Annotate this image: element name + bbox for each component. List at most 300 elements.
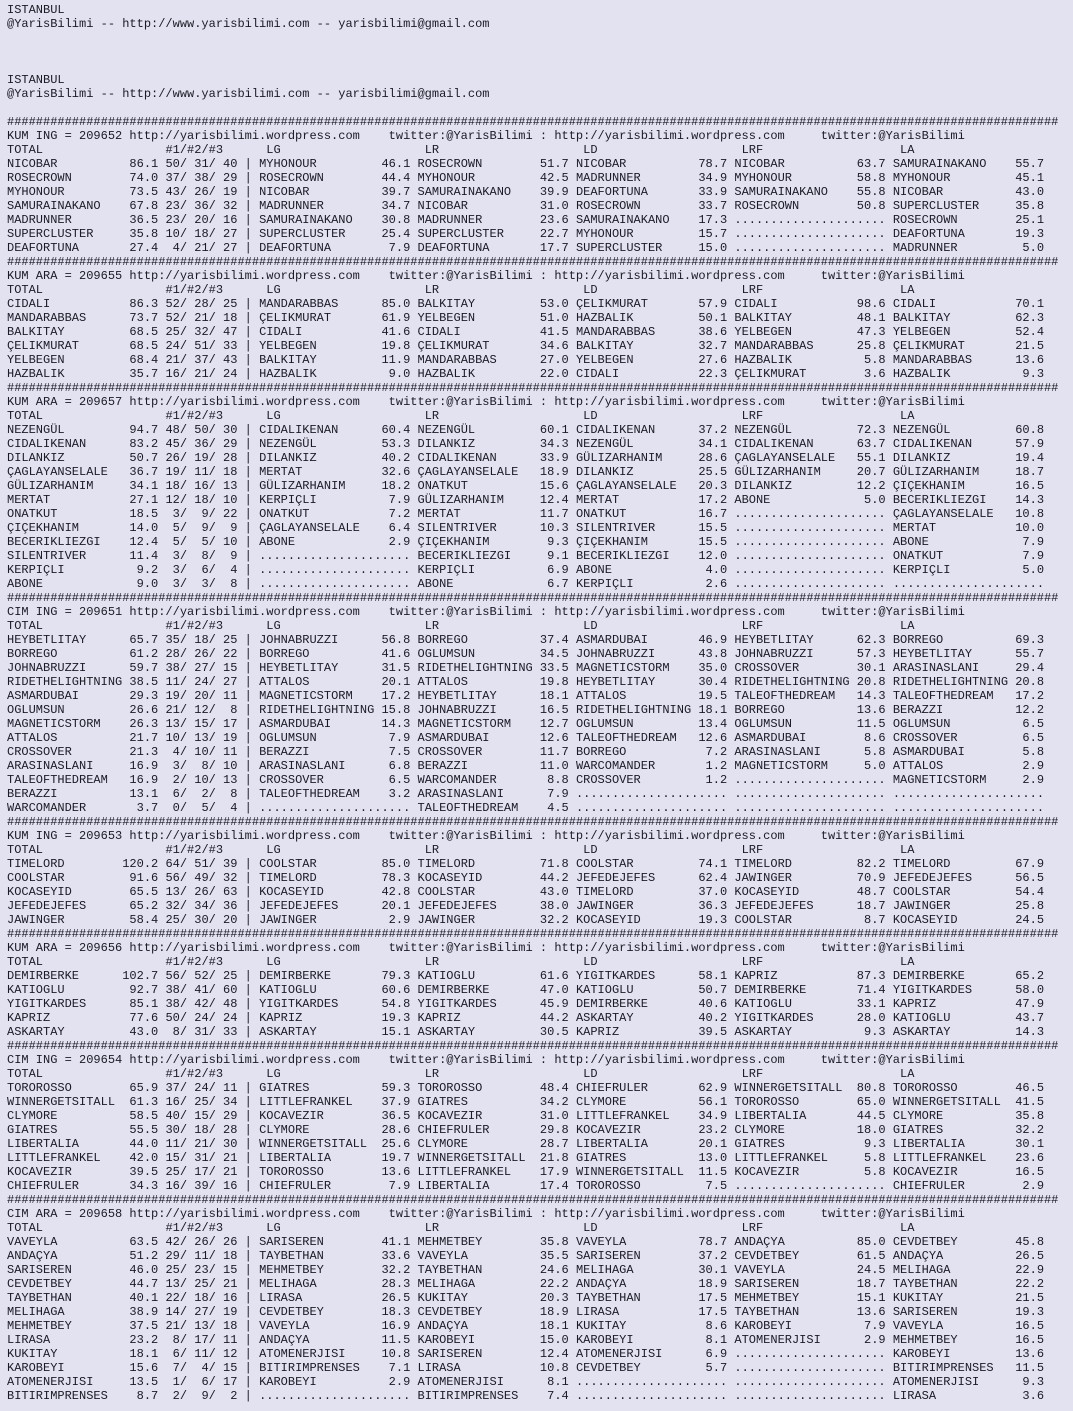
lr-value: 9.1 — [539, 549, 576, 563]
lg-name: VAVEYLA — [259, 1319, 382, 1333]
la-name: YELBEGEN — [892, 325, 1016, 339]
lr-name: TALEOFTHEDREAM — [417, 801, 540, 815]
col-header-lg: LG — [259, 283, 418, 297]
la-name: MYHONOUR — [892, 171, 1016, 185]
la-name: TIMELORD — [892, 857, 1016, 871]
lrf-value: 58.8 — [856, 171, 893, 185]
lg-name: DEAFORTUNA — [259, 241, 382, 255]
horse-name: DEAFORTUNA — [7, 241, 123, 255]
col-header-lg: LG — [259, 843, 418, 857]
ld-value: 11.5 — [698, 1165, 735, 1179]
la-name: SARISEREN — [892, 1305, 1016, 1319]
horse-name: LIRASA — [7, 1333, 123, 1347]
total-value: 26.3 — [122, 717, 159, 731]
lg-name: BERAZZI — [259, 745, 382, 759]
column-divider: | — [237, 633, 260, 647]
lg-value: 2.9 — [381, 1375, 418, 1389]
ld-value: 15.5 — [698, 521, 735, 535]
column-divider: | — [237, 857, 260, 871]
lr-value: 22.0 — [539, 367, 576, 381]
wordpress-url: http://yarisbilimi.wordpress.com — [554, 395, 785, 409]
wordpress-url: http://yarisbilimi.wordpress.com — [554, 941, 785, 955]
section-separator: ################################################################################################################################################## — [7, 1193, 1059, 1207]
ld-value: 15.7 — [698, 227, 735, 241]
lr-name: WINNERGETSITALL — [417, 1151, 540, 1165]
lrf-name: KOCASEYID — [734, 885, 857, 899]
place-counts: 3/ 3/ 8 — [165, 577, 238, 591]
lr-value: 18.1 — [539, 1319, 576, 1333]
ld-name: KAPRIZ — [575, 1025, 699, 1039]
la-name: CHIEFRULER — [892, 1179, 1016, 1193]
lr-name: SILENTRIVER — [417, 521, 540, 535]
lrf-value: 12.2 — [856, 479, 893, 493]
horse-name: VAVEYLA — [7, 1235, 123, 1249]
horse-name: KAROBEYI — [7, 1361, 123, 1375]
horse-name: MADRUNNER — [7, 213, 123, 227]
lg-value: 25.6 — [381, 1137, 418, 1151]
lr-name: HAZBALIK — [417, 367, 540, 381]
ld-name: MERTAT — [575, 493, 699, 507]
horse-name: BERAZZI — [7, 787, 123, 801]
col-header-place: #1/#2/#3 — [165, 1221, 260, 1235]
lrf-value: 9.3 — [856, 1025, 893, 1039]
table-row — [7, 689, 1073, 703]
total-value: 39.5 — [122, 1165, 159, 1179]
table-row — [7, 745, 1073, 759]
lr-value: 43.0 — [539, 885, 576, 899]
lg-name: LIBERTALIA — [259, 1151, 382, 1165]
ld-name: ASMARDUBAI — [575, 633, 699, 647]
lg-value: 34.7 — [381, 199, 418, 213]
col-header-la: LA — [892, 283, 1052, 297]
lr-name: CLYMORE — [417, 1137, 540, 1151]
lg-value: 19.7 — [381, 1151, 418, 1165]
la-name: JAWINGER — [892, 899, 1016, 913]
col-header-lr: LR — [417, 1221, 576, 1235]
la-name: MEHMETBEY — [892, 1333, 1016, 1347]
lr-value: 61.6 — [539, 969, 576, 983]
ld-value: 17.3 — [698, 213, 735, 227]
col-header-ld: LD — [575, 955, 735, 969]
lg-value: 3.2 — [381, 787, 418, 801]
ld-name: JAWINGER — [575, 899, 699, 913]
place-counts: 3/ 8/ 10 — [165, 759, 238, 773]
lrf-value: 15.1 — [856, 1291, 893, 1305]
lrf-value: 18.7 — [856, 899, 893, 913]
ld-name: SILENTRIVER — [575, 521, 699, 535]
lg-value: 7.5 — [381, 745, 418, 759]
lg-value: 42.8 — [381, 885, 418, 899]
horse-name: DEMIRBERKE — [7, 969, 123, 983]
lg-value: 32.6 — [381, 465, 418, 479]
horse-name: KAPRIZ — [7, 1011, 123, 1025]
lg-name: JAWINGER — [259, 913, 382, 927]
lrf-name: KAPRIZ — [734, 969, 857, 983]
lrf-value: 3.6 — [856, 367, 893, 381]
lrf-value: 55.8 — [856, 185, 893, 199]
lrf-name: LIBERTALIA — [734, 1109, 857, 1123]
place-counts: 25/ 17/ 21 — [165, 1165, 238, 1179]
column-divider: | — [237, 1375, 260, 1389]
column-divider: | — [237, 759, 260, 773]
lrf-value: 28.0 — [856, 1011, 893, 1025]
total-value: 3.7 — [122, 801, 159, 815]
lr-name: MERTAT — [417, 507, 540, 521]
la-value: 60.8 — [1015, 423, 1052, 437]
lr-value: 42.5 — [539, 171, 576, 185]
lrf-value: 5.8 — [856, 1151, 893, 1165]
col-header-la: LA — [892, 843, 1052, 857]
la-name: RIDETHELIGHTNING — [892, 675, 1016, 689]
la-name: ROSECROWN — [892, 213, 1016, 227]
la-empty: ..................... — [892, 787, 1052, 801]
ld-value: 17.2 — [698, 493, 735, 507]
place-counts: 16/ 25/ 34 — [165, 1095, 238, 1109]
lrf-empty: ..................... — [734, 521, 893, 535]
column-divider: | — [237, 1263, 260, 1277]
twitter-handle: twitter:@YarisBilimi — [388, 941, 533, 955]
wordpress-url: http://yarisbilimi.wordpress.com — [129, 129, 360, 143]
lr-value: 18.1 — [539, 689, 576, 703]
la-name: CIDALI — [892, 297, 1016, 311]
lg-value: 7.2 — [381, 507, 418, 521]
place-counts: 19/ 11/ 18 — [165, 465, 238, 479]
place-counts: 12/ 18/ 10 — [165, 493, 238, 507]
total-value: 68.4 — [122, 353, 159, 367]
text-span — [360, 1207, 389, 1221]
horse-name: TALEOFTHEDREAM — [7, 773, 123, 787]
la-value: 25.8 — [1015, 899, 1052, 913]
twitter-handle: twitter:@YarisBilimi — [820, 269, 965, 283]
ld-name: ROSECROWN — [575, 199, 699, 213]
lr-value: 30.5 — [539, 1025, 576, 1039]
col-header-lg: LG — [259, 955, 418, 969]
text-span: : — [532, 395, 555, 409]
la-value: 45.1 — [1015, 171, 1052, 185]
lrf-name: ARASINASLANI — [734, 745, 857, 759]
la-name: LIBERTALIA — [892, 1137, 1016, 1151]
horse-name: ATTALOS — [7, 731, 123, 745]
ld-value: 12.6 — [698, 731, 735, 745]
horse-name: LITTLEFRANKEL — [7, 1151, 123, 1165]
lrf-name: GIATRES — [734, 1137, 857, 1151]
la-value: 19.4 — [1015, 451, 1052, 465]
lg-value: 15.8 — [381, 703, 418, 717]
table-row — [7, 801, 1073, 815]
table-row — [7, 507, 1073, 521]
ld-name: BALKITAY — [575, 339, 699, 353]
lrf-value: 65.0 — [856, 1095, 893, 1109]
lr-value: 27.0 — [539, 353, 576, 367]
la-value: 35.8 — [1015, 199, 1052, 213]
text-line — [7, 3, 1073, 17]
table-row — [7, 1165, 1073, 1179]
col-header-place: #1/#2/#3 — [165, 619, 260, 633]
lr-value: 24.6 — [539, 1263, 576, 1277]
lg-name: CHIEFRULER — [259, 1179, 382, 1193]
table-row — [7, 353, 1073, 367]
lr-value: 31.0 — [539, 199, 576, 213]
text-span: : — [532, 269, 555, 283]
ld-name: ÇAGLAYANSELALE — [575, 479, 699, 493]
ld-value: 37.0 — [698, 885, 735, 899]
la-value: 55.7 — [1015, 647, 1052, 661]
place-counts: 52/ 21/ 18 — [165, 311, 238, 325]
lg-value: 6.5 — [381, 773, 418, 787]
ld-value: 15.0 — [698, 241, 735, 255]
text-line — [7, 129, 1073, 143]
place-counts: 35/ 18/ 25 — [165, 633, 238, 647]
column-divider: | — [237, 801, 260, 815]
total-value: 68.5 — [122, 325, 159, 339]
lr-name: ÇAGLAYANSELALE — [417, 465, 540, 479]
la-name: KOCASEYID — [892, 913, 1016, 927]
la-name: HEYBETLITAY — [892, 647, 1016, 661]
text-line — [7, 101, 1073, 115]
lg-value: 6.8 — [381, 759, 418, 773]
lg-value: 2.9 — [381, 913, 418, 927]
la-name: KAROBEYI — [892, 1347, 1016, 1361]
horse-name: RIDETHELIGHTNING — [7, 675, 123, 689]
la-value: 65.2 — [1015, 969, 1052, 983]
la-name: KAPRIZ — [892, 997, 1016, 1011]
horse-name: OGLUMSUN — [7, 703, 123, 717]
la-name: ASKARTAY — [892, 1025, 1016, 1039]
la-name: VAVEYLA — [892, 1319, 1016, 1333]
lr-name: LITTLEFRANKEL — [417, 1165, 540, 1179]
lr-value: 35.5 — [539, 1249, 576, 1263]
table-row — [7, 857, 1073, 871]
col-header-lg: LG — [259, 409, 418, 423]
lg-value: 9.0 — [381, 367, 418, 381]
total-value: 65.7 — [122, 633, 159, 647]
lg-name: ATOMENERJISI — [259, 1347, 382, 1361]
lg-name: MANDARABBAS — [259, 297, 382, 311]
table-row — [7, 199, 1073, 213]
lg-name: CLYMORE — [259, 1123, 382, 1137]
lr-value: 32.2 — [539, 913, 576, 927]
text-span — [785, 1207, 821, 1221]
wordpress-url: http://yarisbilimi.wordpress.com — [129, 829, 360, 843]
col-header-la: LA — [892, 619, 1052, 633]
total-value: 46.0 — [122, 1263, 159, 1277]
lr-name: NEZENGÜL — [417, 423, 540, 437]
lr-name: MAGNETICSTORM — [417, 717, 540, 731]
horse-name: SAMURAINAKANO — [7, 199, 123, 213]
ld-value: 1.2 — [698, 759, 735, 773]
ld-name: NEZENGÜL — [575, 437, 699, 451]
col-header-ld: LD — [575, 1067, 735, 1081]
la-name: KERPIÇLI — [892, 563, 1016, 577]
twitter-handle: twitter:@YarisBilimi — [820, 395, 965, 409]
text-span — [785, 269, 821, 283]
section-code: CIM ING = 209651 — [7, 605, 123, 619]
col-header-total: TOTAL — [7, 955, 166, 969]
lrf-name: HEYBETLITAY — [734, 633, 857, 647]
lg-name: TALEOFTHEDREAM — [259, 787, 382, 801]
table-row — [7, 563, 1073, 577]
lr-name: LIRASA — [417, 1361, 540, 1375]
lr-name: OGLUMSUN — [417, 647, 540, 661]
lr-value: 48.4 — [539, 1081, 576, 1095]
ld-value: 32.7 — [698, 339, 735, 353]
lrf-value: 61.5 — [856, 1249, 893, 1263]
lg-name: KOCAVEZIR — [259, 1109, 382, 1123]
lr-name: KAROBEYI — [417, 1333, 540, 1347]
total-value: 16.9 — [122, 773, 159, 787]
lr-name: NICOBAR — [417, 199, 540, 213]
lrf-value: 5.8 — [856, 353, 893, 367]
la-value: 23.6 — [1015, 1151, 1052, 1165]
lg-value: 78.3 — [381, 871, 418, 885]
total-value: 29.3 — [122, 689, 159, 703]
lg-value: 36.5 — [381, 1109, 418, 1123]
lg-empty: ..................... — [259, 549, 418, 563]
lg-value: 20.1 — [381, 675, 418, 689]
table-row — [7, 1123, 1073, 1137]
ld-name: KOCAVEZIR — [575, 1123, 699, 1137]
column-divider: | — [237, 997, 260, 1011]
lrf-value: 33.1 — [856, 997, 893, 1011]
lg-name: HAZBALIK — [259, 367, 382, 381]
horse-name: SARISEREN — [7, 1263, 123, 1277]
col-header-ld: LD — [575, 283, 735, 297]
lrf-value: 57.3 — [856, 647, 893, 661]
horse-name: CHIEFRULER — [7, 1179, 123, 1193]
place-counts: 48/ 50/ 30 — [165, 423, 238, 437]
column-divider: | — [237, 1333, 260, 1347]
ld-value: 15.5 — [698, 535, 735, 549]
col-header-lrf: LRF — [734, 843, 893, 857]
total-value: 85.1 — [122, 997, 159, 1011]
lrf-value: 98.6 — [856, 297, 893, 311]
ld-name: DEMIRBERKE — [575, 997, 699, 1011]
ld-value: 7.2 — [698, 745, 735, 759]
table-row — [7, 899, 1073, 913]
la-name: BORREGO — [892, 633, 1016, 647]
ld-name: ONATKUT — [575, 507, 699, 521]
table-row — [7, 1277, 1073, 1291]
lg-value: 32.2 — [381, 1263, 418, 1277]
table-row — [7, 1361, 1073, 1375]
horse-name: KUKITAY — [7, 1347, 123, 1361]
table-row — [7, 1291, 1073, 1305]
column-divider: | — [237, 423, 260, 437]
total-value: 86.3 — [122, 297, 159, 311]
la-name: ATOMENERJISI — [892, 1375, 1016, 1389]
lg-value: 26.5 — [381, 1291, 418, 1305]
text-line — [7, 927, 1073, 941]
lg-value: 33.6 — [381, 1249, 418, 1263]
lg-empty: ..................... — [259, 801, 418, 815]
twitter-handle: twitter:@YarisBilimi — [388, 1207, 533, 1221]
lrf-name: OGLUMSUN — [734, 717, 857, 731]
ld-value: 6.9 — [698, 1347, 735, 1361]
total-value: 27.1 — [122, 493, 159, 507]
place-counts: 8/ 31/ 33 — [165, 1025, 238, 1039]
total-value: 34.3 — [122, 1179, 159, 1193]
table-row — [7, 1263, 1073, 1277]
text-span: : — [532, 1053, 555, 1067]
lg-name: JOHNABRUZZI — [259, 633, 382, 647]
horse-name: LIBERTALIA — [7, 1137, 123, 1151]
place-counts: 43/ 26/ 19 — [165, 185, 238, 199]
total-value: 67.8 — [122, 199, 159, 213]
text-line — [7, 255, 1073, 269]
wordpress-url: http://yarisbilimi.wordpress.com — [129, 605, 360, 619]
lrf-name: ÇAGLAYANSELALE — [734, 451, 857, 465]
la-value: 16.5 — [1015, 1165, 1052, 1179]
column-divider: | — [237, 1081, 260, 1095]
place-counts: 6/ 2/ 8 — [165, 787, 238, 801]
lrf-value: 63.7 — [856, 157, 893, 171]
la-name: KATIOGLU — [892, 1011, 1016, 1025]
section-separator: ################################################################################################################################################## — [7, 1039, 1059, 1053]
column-divider: | — [237, 913, 260, 927]
total-value: 44.7 — [122, 1277, 159, 1291]
column-divider: | — [237, 521, 260, 535]
total-value: 9.0 — [122, 577, 159, 591]
total-value: 58.4 — [122, 913, 159, 927]
lrf-name: SARISEREN — [734, 1277, 857, 1291]
lr-name: BERAZZI — [417, 759, 540, 773]
column-divider: | — [237, 661, 260, 675]
la-value: 25.1 — [1015, 213, 1052, 227]
col-header-lrf: LRF — [734, 955, 893, 969]
lrf-name: MYHONOUR — [734, 171, 857, 185]
horse-name: CIDALIKENAN — [7, 437, 123, 451]
lrf-value: 82.2 — [856, 857, 893, 871]
lrf-name: CIDALIKENAN — [734, 437, 857, 451]
ld-name: TALEOFTHEDREAM — [575, 731, 699, 745]
place-counts: 3/ 9/ 22 — [165, 507, 238, 521]
horse-name: CROSSOVER — [7, 745, 123, 759]
masthead-byline: @YarisBilimi -- http://www.yarisbilimi.com -- yarisbilimi@gmail.com — [7, 87, 490, 101]
lg-name: CROSSOVER — [259, 773, 382, 787]
lg-value: 18.2 — [381, 479, 418, 493]
lrf-name: VAVEYLA — [734, 1263, 857, 1277]
column-divider: | — [237, 479, 260, 493]
place-counts: 0/ 5/ 4 — [165, 801, 238, 815]
table-row — [7, 703, 1073, 717]
table-row — [7, 1151, 1073, 1165]
text-line — [7, 59, 1073, 73]
ld-name: LITTLEFRANKEL — [575, 1109, 699, 1123]
lg-value: 30.8 — [381, 213, 418, 227]
lrf-name: MEHMETBEY — [734, 1291, 857, 1305]
ld-value: 33.9 — [698, 185, 735, 199]
total-value: 27.4 — [122, 241, 159, 255]
total-value: 86.1 — [122, 157, 159, 171]
la-empty: ..................... — [892, 801, 1052, 815]
ld-value: 18.1 — [698, 703, 735, 717]
section-separator: ################################################################################################################################################## — [7, 927, 1059, 941]
total-value: 36.7 — [122, 465, 159, 479]
lg-value: 7.9 — [381, 241, 418, 255]
horse-name: YIGITKARDES — [7, 997, 123, 1011]
lg-name: HEYBETLITAY — [259, 661, 382, 675]
la-value: 7.9 — [1015, 535, 1052, 549]
lr-value: 20.3 — [539, 1291, 576, 1305]
masthead-city: ISTANBUL — [7, 73, 65, 87]
la-value: 69.3 — [1015, 633, 1052, 647]
total-value: 68.5 — [122, 339, 159, 353]
lrf-name: ATOMENERJISI — [734, 1333, 857, 1347]
la-name: BECERIKLIEZGI — [892, 493, 1016, 507]
text-line — [7, 1221, 1073, 1235]
la-name: ÇIÇEKHANIM — [892, 479, 1016, 493]
ld-name: LIBERTALIA — [575, 1137, 699, 1151]
